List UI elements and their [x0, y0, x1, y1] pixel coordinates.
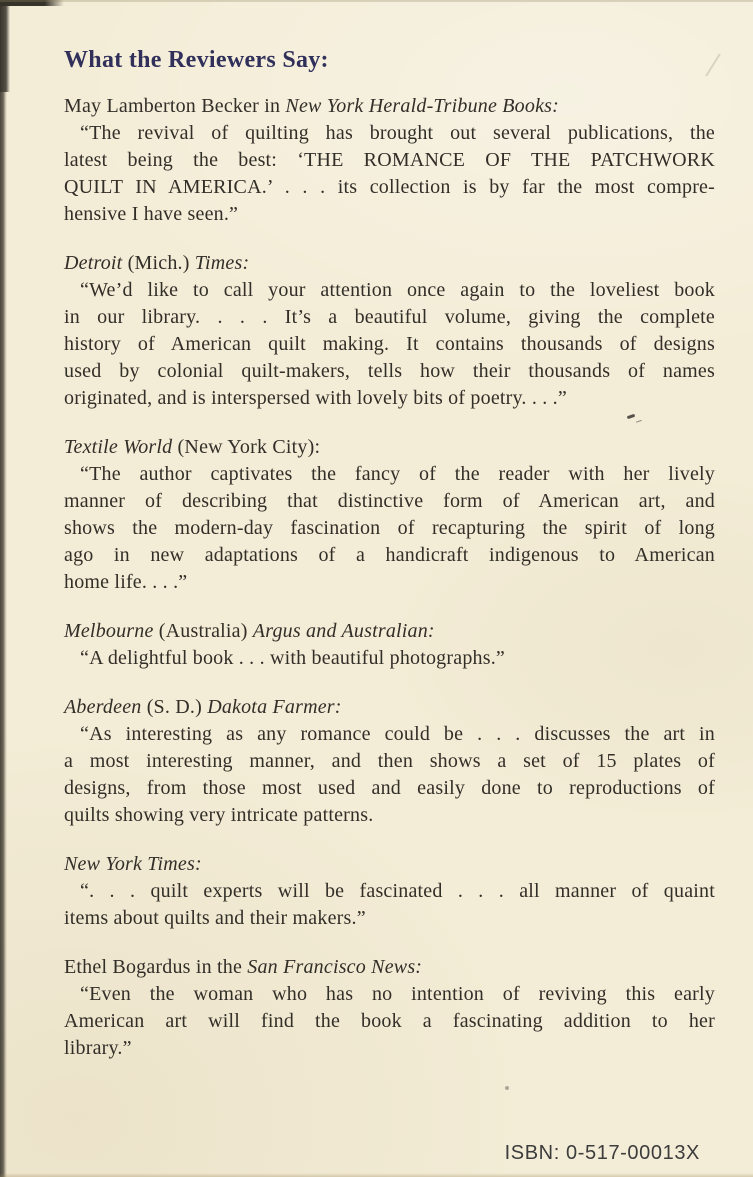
- quote-line: hensive I have seen.”: [64, 203, 239, 225]
- review-quote: [64, 277, 715, 412]
- review-source: [64, 954, 715, 981]
- review-quote: [64, 981, 715, 1062]
- review-source-publication: Dakota Farmer:: [207, 696, 342, 718]
- review-section: [64, 618, 715, 672]
- review-source: [64, 250, 715, 277]
- reviews-list: [64, 93, 715, 1062]
- review-source-publication: Argus and Australian:: [252, 620, 435, 642]
- review-section: [64, 694, 715, 829]
- scan-edge-shadow-bottom: [0, 1173, 753, 1177]
- scan-edge-shadow-left: [0, 0, 7, 1177]
- review-source-publication: San Francisco News:: [247, 956, 423, 978]
- review-source-publication: New York Times:: [64, 853, 202, 875]
- quote-line: “. . . quilt experts will be fascinated . . . all manner of quaint: [80, 880, 715, 902]
- cover-content: [64, 45, 715, 1062]
- review-source: [64, 618, 715, 645]
- review-section: [64, 93, 715, 228]
- review-source: [64, 434, 715, 461]
- scan-edge-shadow-top: [0, 0, 753, 2]
- review-quote: [64, 878, 715, 932]
- review-section: [64, 851, 715, 932]
- review-section: [64, 250, 715, 412]
- quote-line: shows the modern-day fascination of recapturing the spirit of long: [64, 517, 715, 539]
- quote-line: “A delightful book . . . with beautiful photographs.”: [80, 647, 505, 669]
- review-quote: [64, 120, 715, 228]
- isbn-label: ISBN: 0-517-00013X: [504, 1142, 700, 1164]
- review-source-text: (New York City):: [172, 436, 321, 458]
- review-source: [64, 694, 715, 721]
- review-source-publication: Textile World: [64, 436, 173, 458]
- quote-line: originated, and is interspersed with lovely bits of poetry. . . .”: [64, 387, 567, 409]
- review-section: [64, 954, 715, 1062]
- review-quote: [64, 721, 715, 829]
- quote-line: “The author captivates the fancy of the reader with her lively: [80, 463, 715, 485]
- quote-line: “We’d like to call your attention once again to the loveliest book: [80, 279, 715, 301]
- quote-line: latest being the best: ‘THE ROMANCE OF THE PATCHWORK: [64, 149, 715, 171]
- review-source-text: (S. D.): [141, 696, 208, 718]
- review-source-publication: Times:: [194, 252, 250, 274]
- quote-line: “Even the woman who has no intention of reviving this early: [80, 983, 715, 1005]
- review-source: [64, 851, 715, 878]
- scan-edge-shadow-left-top: [0, 0, 10, 92]
- review-source-publication: Detroit: [64, 252, 123, 274]
- review-quote: [64, 645, 715, 672]
- quote-line: home life. . . .”: [64, 571, 188, 593]
- quote-line: “The revival of quilting has brought out several publications, the: [80, 122, 715, 144]
- review-source: [64, 93, 715, 120]
- review-source-text: (Mich.): [122, 252, 195, 274]
- review-source-text: (Australia): [153, 620, 253, 642]
- quote-line: history of American quilt making. It contains thousands of designs: [64, 333, 715, 355]
- quote-line: designs, from those most used and easily done to reproductions of: [64, 777, 715, 799]
- review-source-text: May Lamberton Becker in: [64, 95, 286, 117]
- quote-line: manner of describing that distinctive form of American art, and: [64, 490, 715, 512]
- quote-line: used by colonial quilt-makers, tells how their thousands of names: [64, 360, 715, 382]
- quote-line: quilts showing very intricate patterns.: [64, 804, 374, 826]
- review-section: [64, 434, 715, 596]
- quote-line: American art will find the book a fascinating addition to her: [64, 1010, 715, 1032]
- quote-line: ago in new adaptations of a handicraft indigenous to American: [64, 544, 715, 566]
- page-title: What the Reviewers Say:: [64, 47, 329, 73]
- quote-line: library.”: [64, 1037, 132, 1059]
- quote-line: in our library. . . . It’s a beautiful volume, giving the complete: [64, 306, 715, 328]
- review-quote: [64, 461, 715, 596]
- quote-line: items about quilts and their makers.”: [64, 907, 366, 929]
- quote-line: “As interesting as any romance could be . . . discusses the art in: [80, 723, 715, 745]
- quote-line: a most interesting manner, and then shows a set of 15 plates of: [64, 750, 715, 772]
- paper-speck: [505, 1086, 509, 1090]
- review-source-text: Ethel Bogardus in the: [64, 956, 248, 978]
- quote-line: QUILT IN AMERICA.’ . . . its collection is by far the most compre-: [64, 176, 715, 198]
- review-source-publication: Aberdeen: [64, 696, 142, 718]
- review-source-publication: Melbourne: [64, 620, 154, 642]
- review-source-publication: New York Herald-Tribune Books:: [285, 95, 560, 117]
